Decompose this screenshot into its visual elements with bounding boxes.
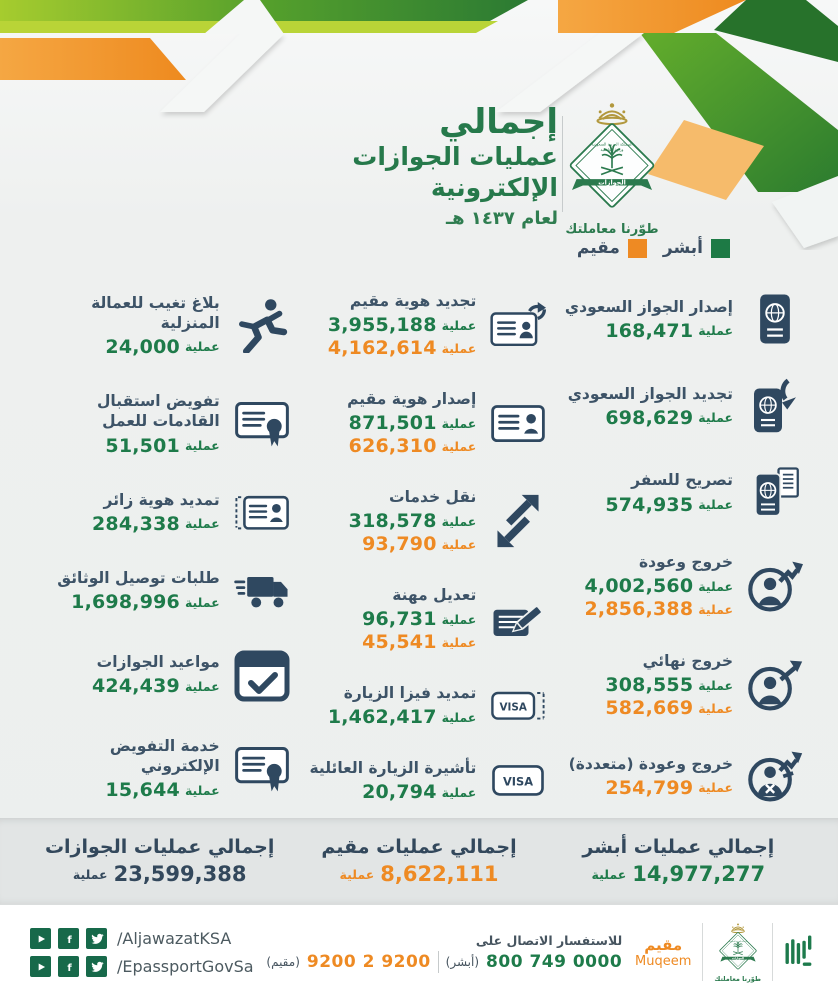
- absher-value: 168,471: [605, 319, 694, 342]
- muqeem-value: 4,162,614: [327, 337, 437, 360]
- svg-text:الجوازات: الجوازات: [731, 955, 744, 960]
- service-label: تصريح للسفر: [631, 471, 733, 490]
- absher-color-swatch: [711, 239, 730, 258]
- footer-divider: [702, 923, 703, 981]
- absher-value: 424,439: [92, 675, 180, 698]
- unit-label: عملية: [184, 516, 220, 532]
- passport-renew-icon: [746, 378, 804, 434]
- svg-text:الجوازات: الجوازات: [598, 179, 626, 187]
- logo-tagline: طوّرنا معاملتك: [714, 975, 761, 984]
- service-item: [547, 552, 804, 620]
- certificate-icon: [233, 400, 291, 447]
- youtube-icon: [30, 928, 51, 949]
- service-item: [547, 465, 804, 521]
- social-row: [30, 956, 254, 977]
- unit-label: عملية: [698, 323, 733, 339]
- muqeem-value: 626,310: [348, 435, 437, 458]
- service-item: [291, 585, 548, 653]
- service-item: [547, 651, 804, 719]
- edit-profession-icon: [489, 594, 547, 643]
- social-row: [30, 928, 254, 949]
- totals-bar: [0, 818, 838, 904]
- facebook-icon: [58, 956, 79, 977]
- unit-label: عملية: [698, 700, 733, 716]
- unit-label: عملية: [441, 634, 477, 650]
- absher-value: 24,000: [105, 335, 180, 358]
- unit-label: عملية: [441, 784, 477, 800]
- total-value: 14,977,277: [632, 862, 766, 886]
- total-value: 23,599,388: [113, 862, 247, 886]
- absher-phone-number: 800 749 0000: [486, 951, 623, 972]
- absher-value: 4,002,560: [584, 575, 694, 598]
- service-label: نقل خدمات: [389, 487, 477, 506]
- legend-item-absher: [663, 238, 730, 258]
- unit-label: عملية: [72, 866, 108, 882]
- service-label: خروج نهائي: [642, 651, 733, 670]
- id-renew-icon: [489, 302, 547, 348]
- travel-permit-icon: [746, 465, 804, 521]
- muqeem-value: 582,669: [605, 697, 694, 719]
- unit-label: عملية: [698, 410, 733, 426]
- muqeem-phone-label: (مقيم): [266, 954, 300, 969]
- absher-value: 318,578: [348, 510, 437, 533]
- unit-label: عملية: [441, 611, 477, 627]
- service-item: [291, 683, 548, 728]
- total-muqeem: [289, 836, 548, 886]
- final-exit-icon: [746, 659, 804, 712]
- service-label: مواعيد الجوازات: [96, 653, 220, 672]
- legend-label-absher: أبشر: [662, 238, 703, 258]
- service-item: [34, 490, 291, 535]
- svg-text:وزارة الداخلية: وزارة الداخلية: [732, 942, 743, 945]
- multi-exit-icon: [746, 750, 804, 803]
- jawazat-emblem-icon: [714, 922, 761, 975]
- absher-value: 1,462,417: [327, 706, 437, 729]
- column-muqeem-services: [291, 276, 548, 818]
- column-absher-services: [547, 276, 804, 818]
- muqeem-value: 93,790: [362, 533, 437, 556]
- unit-label: عملية: [441, 438, 477, 454]
- legend-item-muqeem: [577, 238, 647, 258]
- svg-text:VISA: VISA: [499, 701, 528, 714]
- unit-label: عملية: [698, 601, 733, 617]
- absher-value: 1,698,996: [71, 591, 180, 614]
- unit-label: عملية: [698, 578, 733, 594]
- column-other-services: [34, 276, 291, 818]
- muqeem-value: 45,541: [362, 631, 437, 654]
- footer-brands: [635, 922, 814, 984]
- unit-label: عملية: [184, 438, 220, 454]
- title-line1: إجمالي: [439, 102, 558, 142]
- service-item: [34, 293, 291, 358]
- jawazat-logo-small: [714, 922, 761, 984]
- svg-text:المملكة العربية السعودية: المملكة العربية السعودية: [728, 940, 747, 943]
- social-handle: /AljawazatKSA: [117, 929, 232, 948]
- runner-icon: [233, 297, 291, 353]
- unit-label: عملية: [441, 415, 477, 431]
- service-label: إصدار الجواز السعودي: [564, 297, 733, 316]
- service-label: تمديد فيزا الزيارة: [343, 683, 477, 702]
- unit-label: عملية: [184, 339, 220, 355]
- svg-text:VISA: VISA: [503, 774, 534, 789]
- total-label: إجمالي عمليات أبشر: [582, 836, 775, 858]
- muqeem-brand: [635, 936, 691, 969]
- page-title: [228, 104, 558, 229]
- unit-label: عملية: [698, 497, 733, 513]
- unit-label: عملية: [698, 780, 733, 796]
- unit-label: عملية: [184, 594, 220, 610]
- service-label: تجديد هوية مقيم: [349, 291, 477, 310]
- title-line2: عمليات الجوازات الإلكترونية: [352, 141, 558, 202]
- service-label: تمديد هوية زائر: [103, 490, 220, 509]
- contact-info: [266, 933, 622, 973]
- social-handle: /EpassportGovSa: [117, 957, 254, 976]
- service-item: [291, 487, 548, 555]
- legend-label-muqeem: مقيم: [576, 238, 620, 258]
- absher-value: 871,501: [348, 412, 437, 435]
- jawazat-emblem-icon: [558, 100, 666, 220]
- unit-label: عملية: [441, 340, 477, 356]
- service-label: خروج وعودة: [638, 552, 733, 571]
- service-label: إصدار هوية مقيم: [347, 389, 477, 408]
- social-links: [30, 928, 254, 977]
- service-label: بلاغ تغيب للعمالة المنزلية: [91, 293, 220, 332]
- service-label: خدمة التفويض الإلكتروني: [109, 737, 220, 776]
- service-item: [291, 291, 548, 359]
- muqeem-phone-number: 9200 2 9200: [306, 951, 431, 972]
- services-grid: [0, 276, 838, 818]
- svg-text:f: f: [66, 962, 72, 974]
- truck-icon: [233, 572, 291, 610]
- unit-label: عملية: [441, 536, 477, 552]
- absher-value: 96,731: [362, 608, 437, 631]
- service-item: [34, 568, 291, 613]
- service-label: تعديل مهنة: [392, 585, 477, 604]
- absher-value: 51,501: [105, 434, 180, 457]
- inquiry-heading: للاستفسار الاتصال على: [475, 932, 623, 948]
- service-item: [34, 391, 291, 456]
- twitter-icon: [86, 956, 107, 977]
- service-item: [291, 389, 548, 457]
- service-label: تفويض استقبال القادمات للعمل: [96, 392, 220, 431]
- absher-value: 308,555: [605, 674, 694, 696]
- legend: [577, 238, 730, 258]
- absher-value: 574,935: [605, 493, 694, 516]
- youtube-icon: [30, 956, 51, 977]
- unit-label: عملية: [591, 866, 627, 882]
- muqeem-color-swatch: [628, 239, 647, 258]
- passport-icon: [746, 291, 804, 347]
- absher-value: 698,629: [605, 406, 694, 429]
- service-label: طلبات توصيل الوثائق: [57, 569, 220, 588]
- visa-icon: [489, 762, 547, 799]
- unit-label: عملية: [441, 709, 477, 725]
- total-jawazat: [30, 836, 289, 886]
- service-label: خروج وعودة (متعددة): [568, 754, 733, 773]
- muqeem-brand-ar: مقيم: [644, 935, 683, 954]
- phone-numbers: [266, 951, 622, 973]
- unit-label: عملية: [184, 678, 220, 694]
- exit-reentry-icon: [746, 560, 804, 613]
- absher-phone-label: (أبشر): [445, 954, 480, 969]
- footer: [0, 904, 838, 1000]
- service-label: تجديد الجواز السعودي: [567, 384, 733, 403]
- service-item: [291, 758, 548, 803]
- absher-value: 15,644: [105, 779, 180, 802]
- facebook-icon: [58, 928, 79, 949]
- unit-label: عملية: [339, 866, 375, 882]
- total-value: 8,622,111: [380, 862, 499, 886]
- total-label: إجمالي عمليات مقيم: [321, 836, 517, 858]
- absher-value: 20,794: [362, 781, 437, 804]
- svg-text:وزارة الداخلية: وزارة الداخلية: [600, 146, 624, 152]
- twitter-icon: [86, 928, 107, 949]
- visitor-extend-icon: [233, 494, 291, 531]
- id-card-icon: [489, 403, 547, 443]
- calendar-check-icon: [233, 647, 291, 703]
- absher-value: 3,955,188: [327, 314, 437, 337]
- service-item: [547, 378, 804, 434]
- absher-value: 284,338: [92, 512, 180, 535]
- visa-extend-icon: [489, 689, 547, 723]
- muqeem-brand-en: Muqeem: [635, 953, 692, 969]
- service-item: [547, 291, 804, 347]
- service-item: [34, 647, 291, 703]
- unit-label: عملية: [698, 677, 733, 693]
- service-item: [34, 736, 291, 801]
- service-item: [547, 750, 804, 803]
- title-line3: لعام ١٤٣٧ هـ: [446, 208, 558, 230]
- muqeem-value: 254,799: [605, 776, 694, 799]
- phone-separator: [438, 951, 439, 973]
- total-absher: [549, 836, 808, 886]
- svg-text:المملكة العربية السعودية: المملكة العربية السعودية: [591, 141, 633, 147]
- unit-label: عملية: [441, 513, 477, 529]
- footer-divider: [772, 923, 773, 981]
- transfer-icon: [489, 493, 547, 549]
- unit-label: عملية: [184, 782, 220, 798]
- total-label: إجمالي عمليات الجوازات: [44, 836, 275, 858]
- service-label: تأشيرة الزيارة العائلية: [309, 758, 477, 777]
- jawazat-logo: [558, 100, 666, 237]
- e-certificate-icon: [233, 745, 291, 792]
- unit-label: عملية: [441, 317, 477, 333]
- absher-mark-icon: [784, 934, 814, 970]
- svg-text:f: f: [66, 934, 72, 946]
- muqeem-value: 2,856,388: [584, 598, 694, 621]
- logo-tagline: طوّرنا معاملتك: [565, 222, 659, 237]
